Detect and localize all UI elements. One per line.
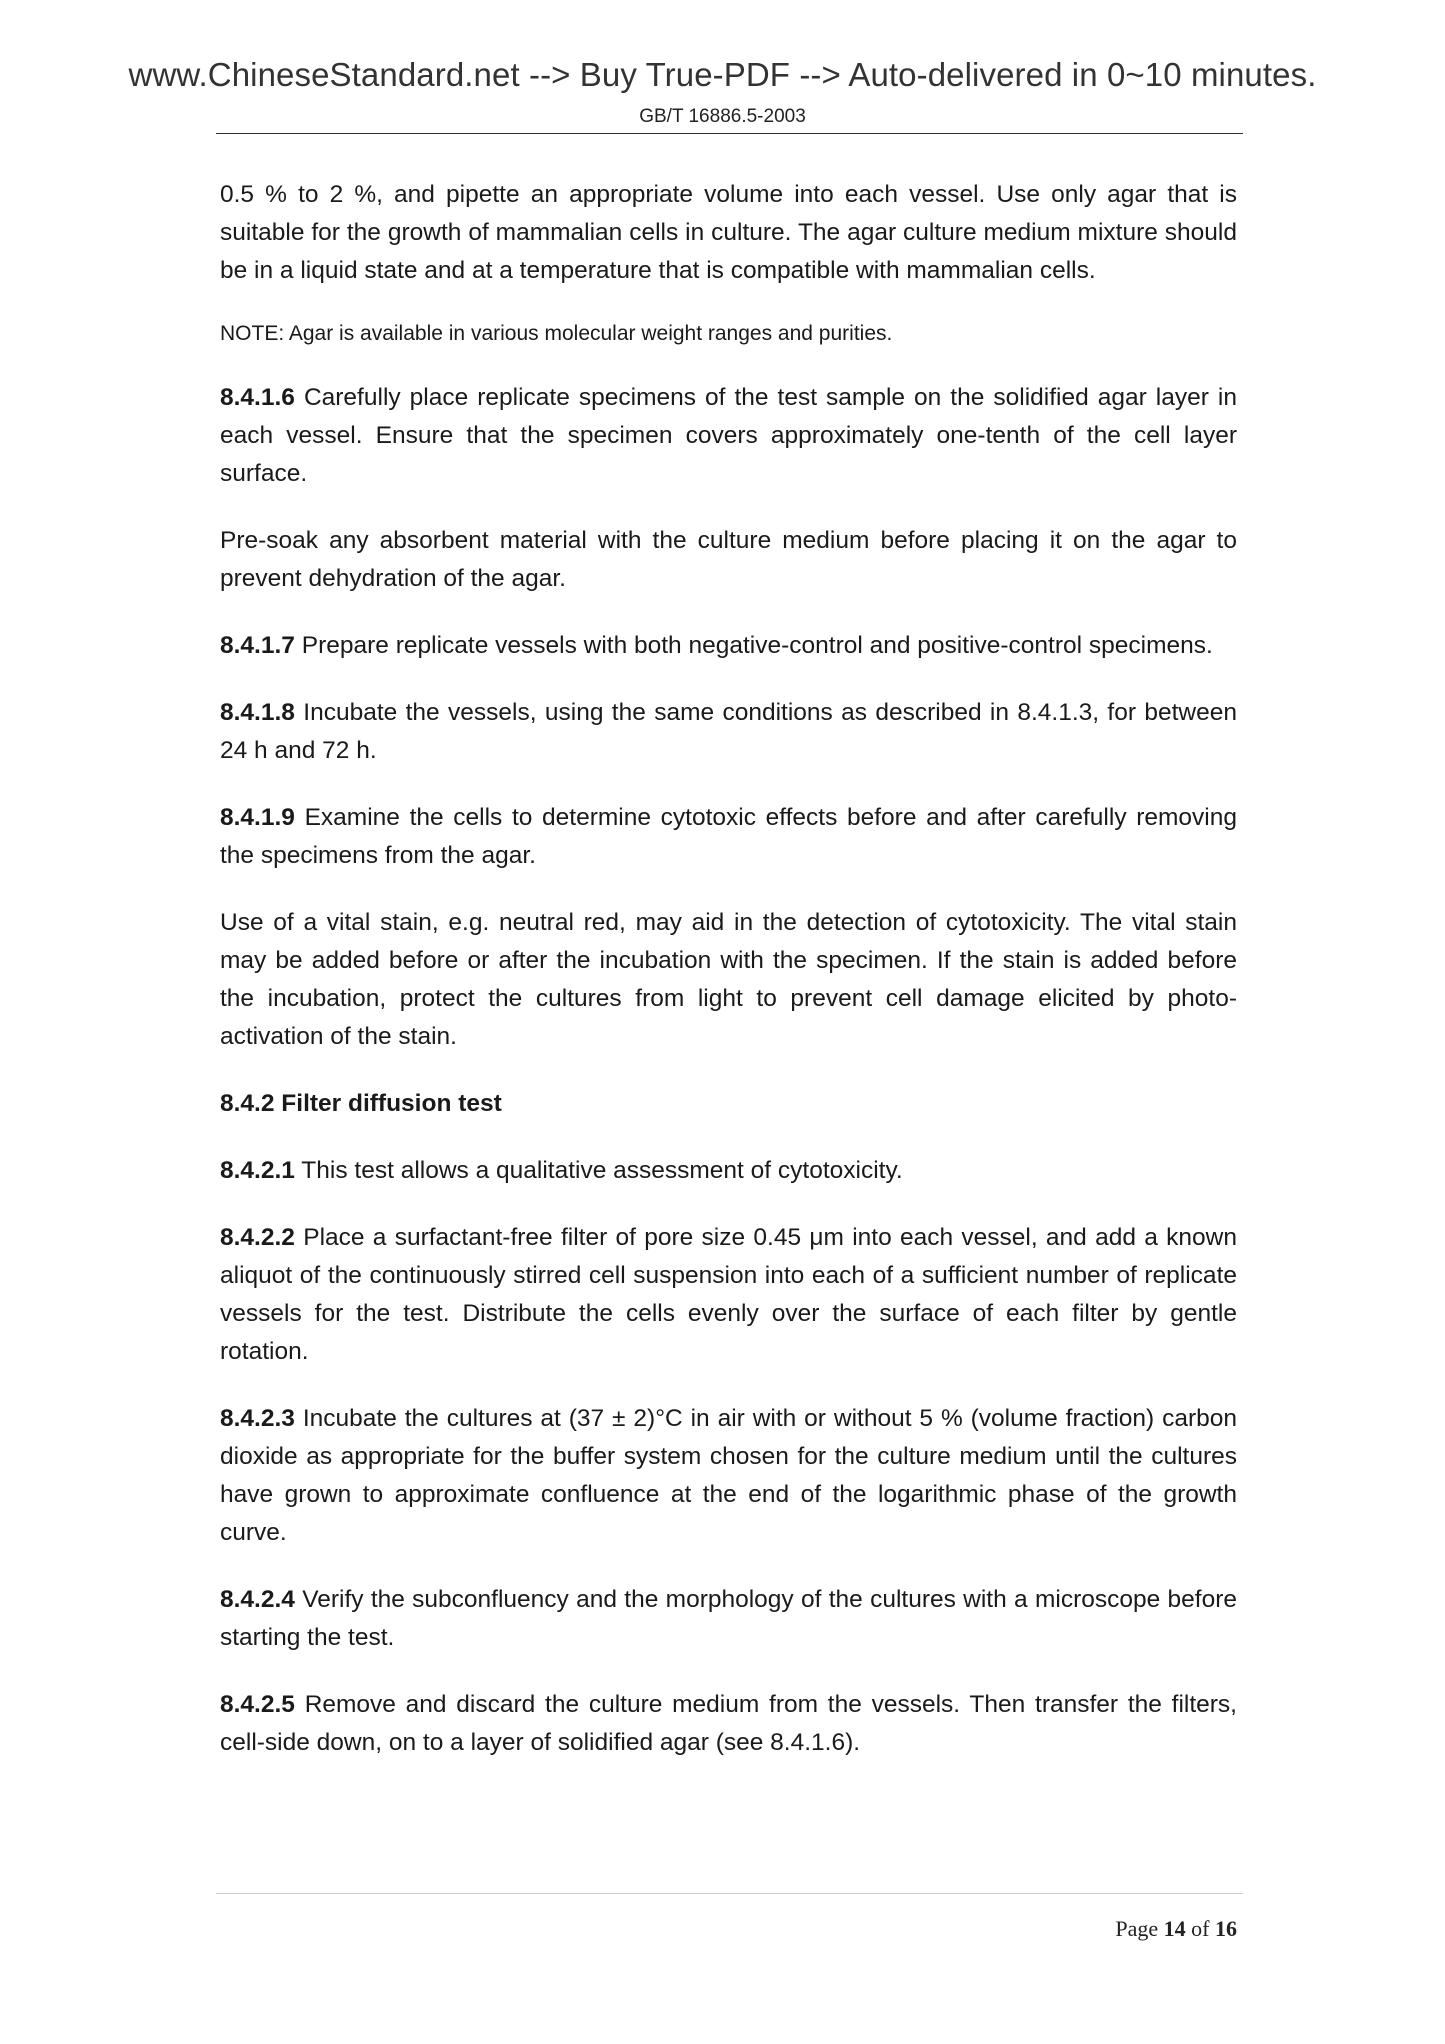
- note-agar: NOTE: Agar is available in various molecular weight ranges and purities.: [220, 322, 893, 345]
- clause-text: Remove and discard the culture medium from the vessels. Then transfer the filters, cell-side down, on to a layer of solidified agar (see 8.4.1.6).: [220, 1691, 1237, 1756]
- clause-number: 8.4.2.2: [220, 1224, 295, 1251]
- paragraph-vital-stain: Use of a vital stain, e.g. neutral red, may aid in the detection of cytotoxicity. The vital stain may be added before or after the incubation with the specimen. If the stain is added before the incubation, protect the cultures from light to prevent cell damage elicited by photo-activation of the stain.: [220, 909, 1237, 1050]
- clause-8-4-2-5: [220, 1686, 1237, 1762]
- clause-number: 8.4.2.4: [220, 1586, 295, 1613]
- page-number: [1115, 1916, 1237, 1942]
- clause-text: Incubate the cultures at (37 ± 2)°C in air with or without 5 % (volume fraction) carbon dioxide as appropriate for the buffer system chosen for the culture medium until the cultures have grown to approximate confluence at the end of the logarithmic phase of the growth curve.: [220, 1405, 1237, 1546]
- clause-8-4-2-2: [220, 1219, 1237, 1371]
- clause-text: Carefully place replicate specimens of the test sample on the solidified agar layer in each vessel. Ensure that the specimen covers approximately one-tenth of the cell layer surface.: [220, 384, 1237, 487]
- clause-number: 8.4.2.1: [220, 1157, 295, 1184]
- clause-text: Examine the cells to determine cytotoxic effects before and after carefully removing the specimens from the agar.: [220, 804, 1237, 869]
- clause-text: This test allows a qualitative assessment of cytotoxicity.: [294, 1157, 903, 1184]
- document-body: [220, 176, 1237, 1791]
- clause-8-4-1-8: [220, 694, 1237, 770]
- clause-number: 8.4.1.6: [220, 384, 295, 411]
- clause-number: 8.4.1.9: [220, 804, 295, 831]
- page-label: Page: [1115, 1916, 1159, 1941]
- promo-banner[interactable]: www.ChineseStandard.net --> Buy True-PDF --> Auto-delivered in 0~10 minutes.: [128, 56, 1317, 93]
- clause-text: Place a surfactant-free filter of pore size 0.45 μm into each vessel, and add a known aliquot of the continuously stirred cell suspension into each of a sufficient number of replicate vessels for the test. Distribute the cells evenly over the surface of each filter by gentle rotation.: [220, 1224, 1237, 1365]
- clause-8-4-1-7: [220, 627, 1237, 665]
- clause-number: 8.4.1.8: [220, 699, 295, 726]
- paragraph-agar-concentration: 0.5 % to 2 %, and pipette an appropriate volume into each vessel. Use only agar that is suitable for the growth of mammalian cells in culture. The agar culture medium mixture should be in a liquid state and at a temperature that is compatible with mammalian cells.: [220, 181, 1237, 284]
- page-current: 14: [1163, 1916, 1186, 1941]
- section-heading-filter-diffusion: 8.4.2 Filter diffusion test: [220, 1090, 502, 1117]
- standard-code: GB/T 16886.5-2003: [639, 106, 806, 127]
- footer-divider: [216, 1893, 1243, 1894]
- page-of: of: [1191, 1916, 1210, 1941]
- clause-8-4-1-6: [220, 379, 1237, 493]
- clause-8-4-1-9: [220, 799, 1237, 875]
- clause-number: 8.4.2.3: [220, 1405, 295, 1432]
- clause-8-4-2-3: [220, 1400, 1237, 1552]
- clause-text: Prepare replicate vessels with both negative-control and positive-control specimens.: [294, 632, 1213, 659]
- clause-8-4-2-4: [220, 1581, 1237, 1657]
- paragraph-presoak: Pre-soak any absorbent material with the culture medium before placing it on the agar to prevent dehydration of the agar.: [220, 527, 1237, 592]
- page-total: 16: [1215, 1916, 1237, 1941]
- clause-number: 8.4.1.7: [220, 632, 295, 659]
- header-divider: [216, 133, 1243, 134]
- clause-text: Incubate the vessels, using the same conditions as described in 8.4.1.3, for between 24 h and 72 h.: [220, 699, 1237, 764]
- clause-number: 8.4.2.5: [220, 1691, 295, 1718]
- clause-text: Verify the subconfluency and the morphology of the cultures with a microscope before starting the test.: [220, 1586, 1237, 1651]
- clause-8-4-2-1: [220, 1152, 1237, 1190]
